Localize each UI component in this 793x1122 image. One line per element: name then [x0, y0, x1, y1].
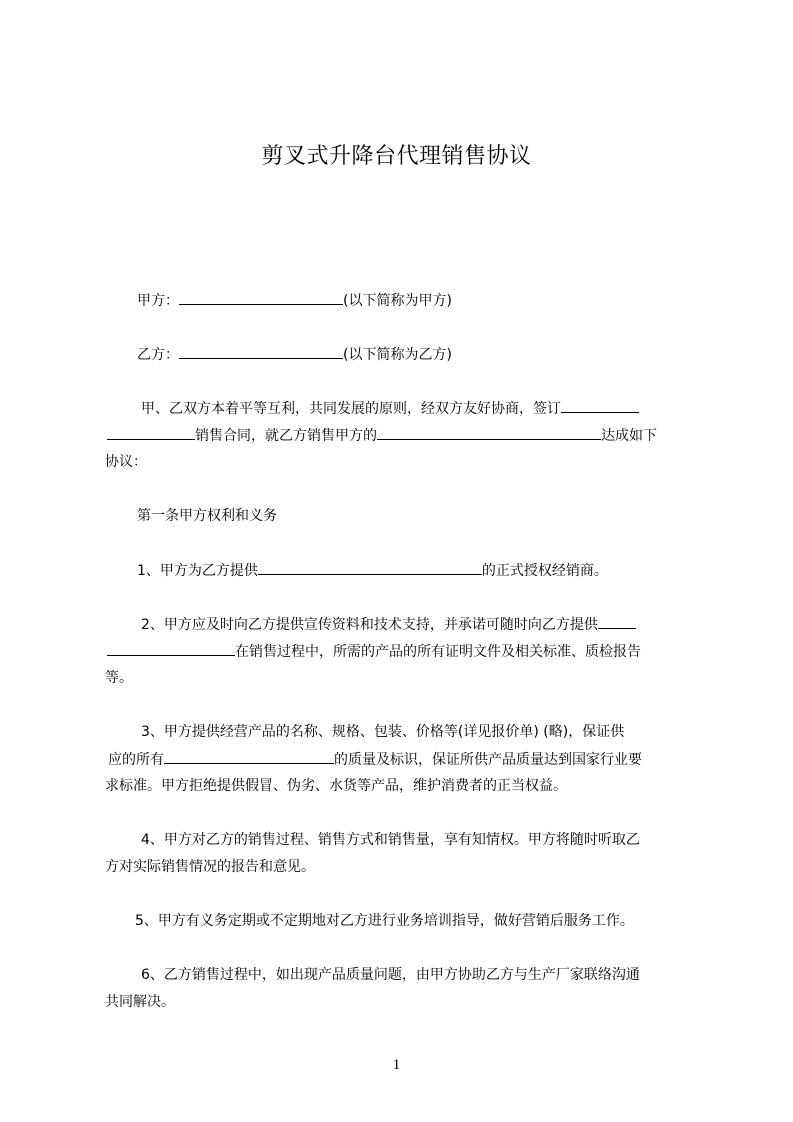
item-2-text-1: 2、甲方应及时向乙方提供宣传资料和技术支持，并承诺可随时向乙方提供 — [141, 617, 598, 633]
item-2-text-2: 在销售过程中，所需的产品的所有证明文件及相关标准、质检报告 — [235, 644, 641, 660]
party-a-line — [137, 290, 452, 311]
article-1-item-3-line-1: 3、甲方提供经营产品的名称、规格、包装、价格等(详见报价单) (略)，保证供 — [141, 724, 625, 740]
intro-text-2a: 销售合同，就乙方销售甲方的 — [195, 428, 377, 444]
intro-text-3: 协议： — [105, 454, 147, 470]
article-1-item-6-line-2: 共同解决。 — [105, 994, 175, 1010]
contract-name-blank-1 — [561, 398, 639, 413]
article-1-item-2-line-2 — [107, 641, 641, 662]
product-blank — [377, 425, 601, 440]
intro-line-3 — [105, 452, 147, 472]
party-b-suffix: (以下简称为乙方) — [343, 347, 452, 363]
intro-text-1: 甲、乙双方本着平等互利，共同发展的原则，经双方友好协商，签订 — [141, 401, 561, 417]
item-1-text-b: 的正式授权经销商。 — [481, 563, 608, 579]
page-number: 1 — [392, 1057, 401, 1073]
article-1-heading: 第一条甲方权利和义务 — [137, 508, 277, 524]
item-1-product-blank — [258, 560, 482, 575]
article-1-item-1 — [137, 560, 608, 581]
item-2-blank-2 — [107, 641, 235, 656]
article-1-item-4-line-1: 4、甲方对乙方的销售过程、销售方式和销售量，享有知情权。甲方将随时听取乙 — [141, 832, 640, 848]
intro-line-1 — [141, 398, 639, 419]
item-2-blank-1 — [598, 614, 636, 629]
item-3-product-blank — [164, 749, 334, 764]
party-b-line — [137, 344, 452, 365]
article-1-item-3-line-3: 求标准。甲方拒绝提供假冒、伪劣、水货等产品，维护消费者的正当权益。 — [105, 778, 567, 794]
article-1-item-4-line-2: 方对实际销售情况的报告和意见。 — [105, 859, 315, 875]
article-1-item-2-line-1 — [141, 614, 636, 635]
party-a-label: 甲方： — [137, 293, 179, 309]
item-3-text-2a: 应的所有 — [108, 752, 164, 768]
article-1-item-6-line-1: 6、乙方销售过程中，如出现产品质量问题，由甲方协助乙方与生产厂家联络沟通 — [141, 967, 640, 983]
article-1-item-3-line-2 — [108, 749, 642, 770]
document-title: 剪叉式升降台代理销售协议 — [261, 144, 532, 169]
item-1-text-a: 1、甲方为乙方提供 — [137, 563, 258, 579]
party-b-name-blank — [179, 344, 343, 359]
intro-line-2 — [107, 425, 657, 446]
contract-name-blank-2 — [107, 425, 195, 440]
article-1-item-5: 5、甲方有义务定期或不定期地对乙方进行业务培训指导，做好营销后服务工作。 — [135, 913, 634, 929]
party-b-label: 乙方： — [137, 347, 179, 363]
intro-text-2b: 达成如下 — [601, 428, 657, 444]
article-1-item-2-line-3: 等。 — [105, 670, 133, 686]
item-3-text-2b: 的质量及标识，保证所供产品质量达到国家行业要 — [334, 752, 642, 768]
party-a-name-blank — [179, 290, 343, 305]
party-a-suffix: (以下简称为甲方) — [343, 293, 452, 309]
